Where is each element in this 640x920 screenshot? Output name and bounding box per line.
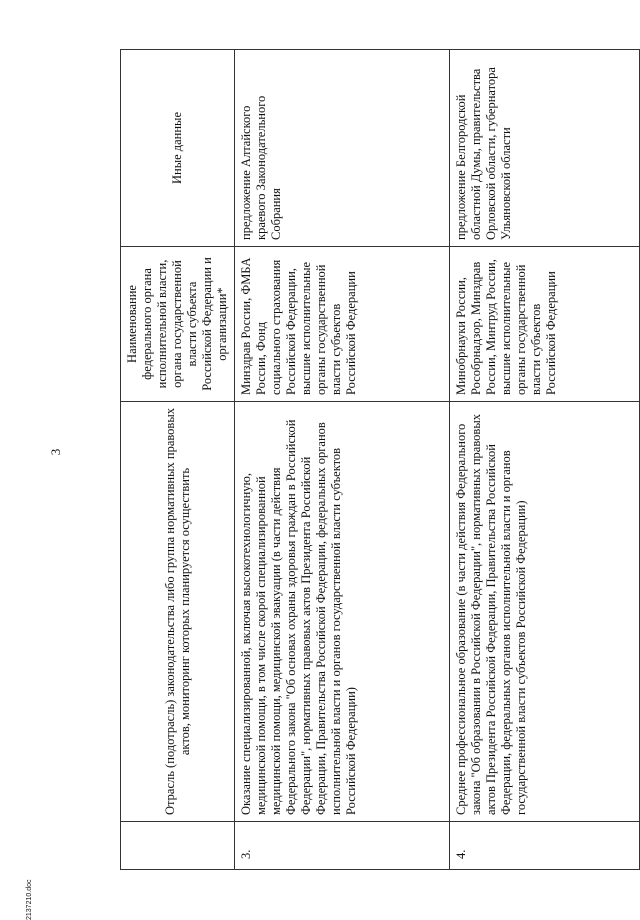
monitoring-plan-table	[120, 49, 640, 870]
row-other-data: предложение Алтайского краевого Законодательного Собрания	[235, 50, 450, 247]
document-code: 2137210.doc	[26, 879, 33, 920]
row-organization: Минобрнауки России, Рособрнадзор, Минздрав России, Минтруд России, высшие исполнительные органы государственной власти субъектов Российской Федерации	[450, 247, 640, 402]
table-row	[450, 50, 640, 870]
table-row	[235, 50, 450, 870]
page-number: 3	[48, 448, 63, 456]
row-other-data: предложение Белгородской областной Думы, правительства Орловской области, губернатора Ульяновской области	[450, 50, 640, 247]
header-organization: Наименование федерального органа исполнительной власти, органа государственной власти субъекта Российской Федерации и организации*	[121, 247, 235, 402]
row-number: 3.	[235, 822, 450, 870]
table-header-row	[121, 50, 235, 870]
row-organization: Минздрав России, ФМБА России, Фонд социального страхования Российской Федерации, высшие исполнительные органы государственной власти субъектов Российской Федерации	[235, 247, 450, 402]
row-number: 4.	[450, 822, 640, 870]
rotated-table-container	[120, 50, 640, 870]
header-branch: Отрасль (подотрасль) законодательства либо группа нормативных правовых актов, мониторинг которых планируется осуществить	[121, 402, 235, 822]
row-branch: Среднее профессиональное образование (в части действия Федерального закона "Об образовании в Российской Федерации", нормативных правовых актов Президента Российской Федерации, Правительства Российской Федерации, федеральных органов исполнительной власти и органов государственной власти субъектов Российской Федерации)	[450, 402, 640, 822]
row-branch: Оказание специализированной, включая высокотехнологичную, медицинской помощи, в том числе скорой специализированной медицинской помощи, медицинской эвакуации (в части действия Федерального закона "Об основах охраны здоровья граждан в Российской Федерации", нормативных правовых актов Президента Российской Федерации, Правительства Российской Федерации, федеральных органов исполнительной власти и органов государственной власти субъектов Российской Федерации)	[235, 402, 450, 822]
header-number	[121, 822, 235, 870]
header-other-data: Иные данные	[121, 50, 235, 247]
